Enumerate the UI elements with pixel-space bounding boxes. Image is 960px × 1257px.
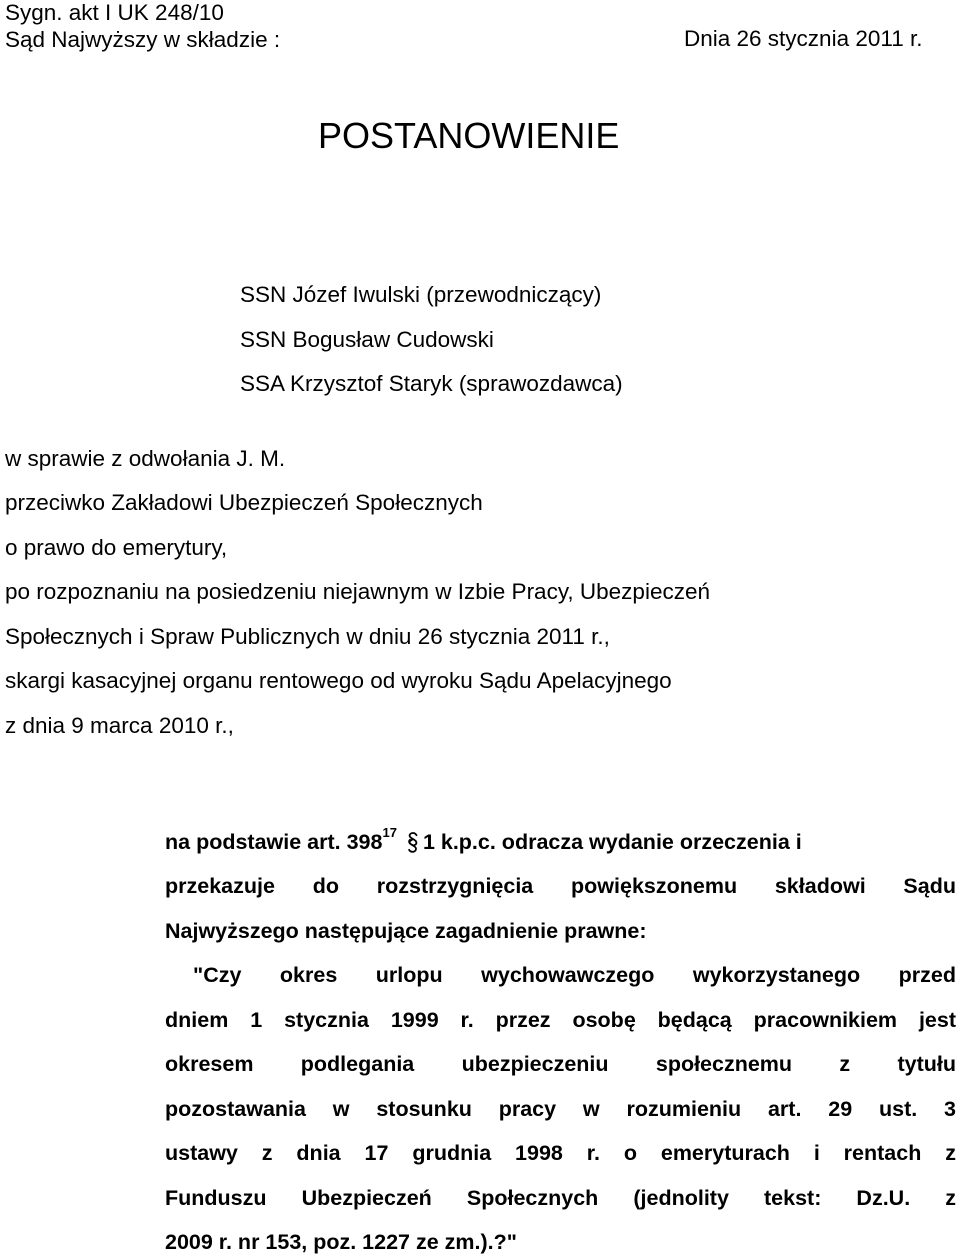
case-line: skargi kasacyjnej organu rentowego od wyroku Sądu Apelacyjnego: [5, 668, 672, 693]
case-number: Sygn. akt I UK 248/10: [5, 0, 224, 25]
document-title: POSTANOWIENIE: [318, 115, 620, 156]
case-line: z dnia 9 marca 2010 r.,: [5, 713, 234, 738]
document-date: Dnia 26 stycznia 2011 r.: [684, 26, 923, 51]
legal-question-line: ustawy z dnia 17 grudnia 1998 r. o emeryturach i rentach z: [165, 1141, 956, 1165]
decision-line: przekazuje do rozstrzygnięcia powiększonemu składowi Sądu: [165, 874, 956, 898]
case-line: przeciwko Zakładowi Ubezpieczeń Społecznych: [5, 490, 483, 515]
case-line: w sprawie z odwołania J. M.: [5, 446, 286, 471]
legal-question-line: "Czy okres urlopu wychowawczego wykorzystanego przed: [193, 963, 956, 987]
article-superscript: 17: [382, 825, 397, 840]
case-line: o prawo do emerytury,: [5, 535, 228, 560]
legal-question-line: Funduszu Ubezpieczeń Społecznych (jednolity tekst: Dz.U. z: [165, 1186, 956, 1210]
legal-question-line: okresem podlegania ubezpieczeniu społecznemu z tytułu: [165, 1052, 956, 1076]
legal-question-line: dniem 1 stycznia 1999 r. przez osobę będącą pracownikiem jest: [165, 1008, 956, 1032]
basis-suffix: 1 k.p.c. odracza wydanie orzeczenia i: [422, 830, 802, 854]
court-composition-label: Sąd Najwyższy w składzie :: [5, 27, 281, 52]
legal-question-line: pozostawania w stosunku pracy w rozumieniu art. 29 ust. 3: [165, 1097, 956, 1121]
paragraph-sign-icon: [407, 832, 419, 853]
case-line: po rozpoznaniu na posiedzeniu niejawnym w Izbie Pracy, Ubezpieczeń: [5, 579, 710, 604]
legal-question-line: 2009 r. nr 153, poz. 1227 ze zm.).?": [165, 1230, 517, 1254]
judge-presiding: SSN Józef Iwulski (przewodniczący): [240, 282, 602, 307]
basis-prefix: na podstawie art. 398: [165, 830, 383, 854]
decision-basis: [165, 825, 956, 854]
judge-rapporteur: SSA Krzysztof Staryk (sprawozdawca): [240, 371, 623, 396]
decision-line: Najwyższego następujące zagadnienie prawne:: [165, 919, 647, 943]
case-line: Społecznych i Spraw Publicznych w dniu 26 stycznia 2011 r.,: [5, 624, 610, 649]
judge-member: SSN Bogusław Cudowski: [240, 327, 494, 352]
